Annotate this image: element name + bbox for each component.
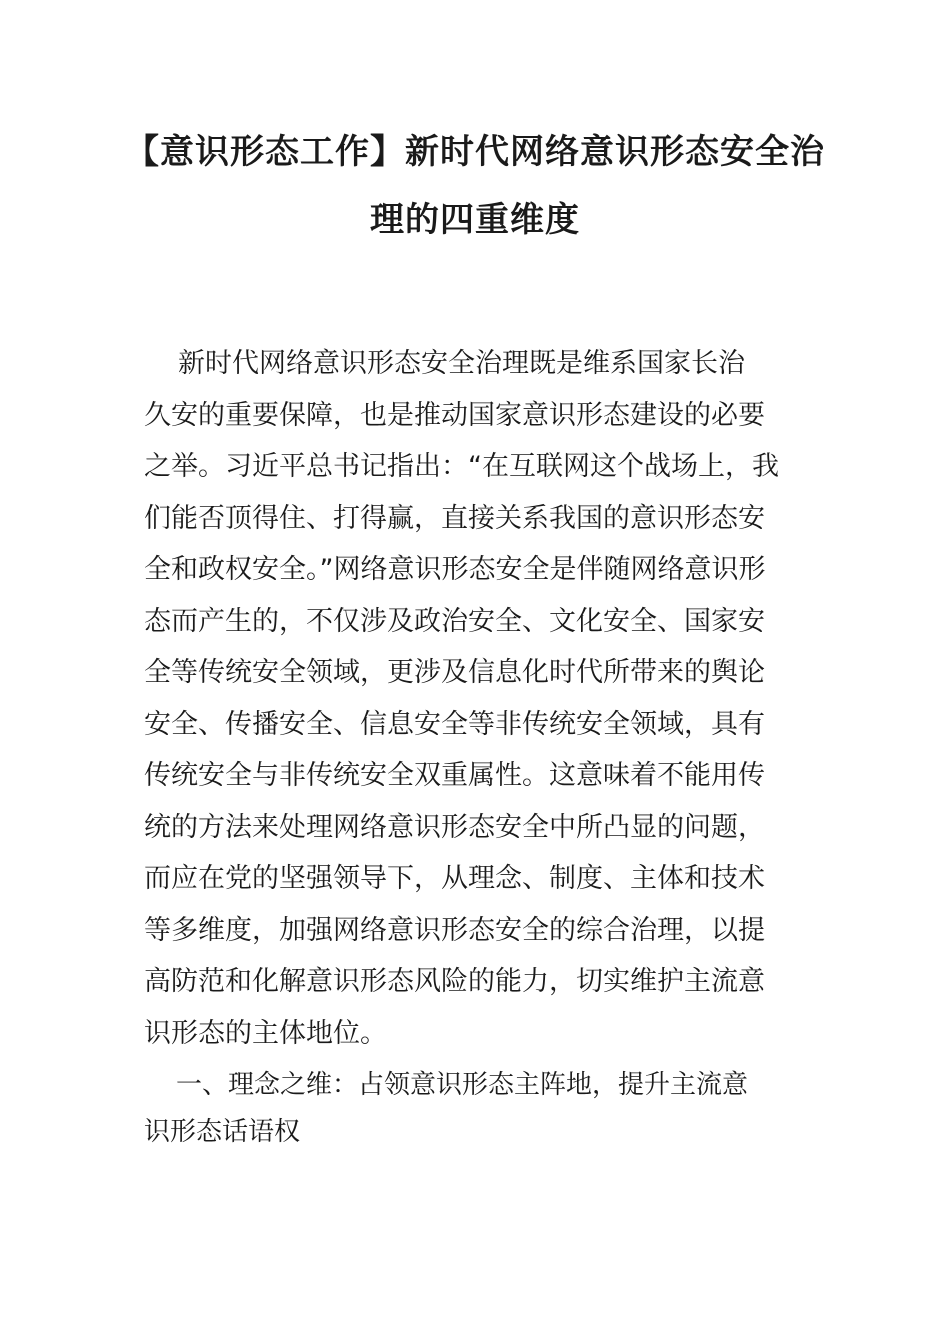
title-line: 【意识形态工作】新时代网络意识形态安全治 [125,132,825,172]
paragraph-line: 态而产生的，不仅涉及政治安全、文化安全、国家安 [144,605,765,637]
paragraph-line: 而应在党的坚强领导下，从理念、制度、主体和技术 [144,863,765,894]
heading-line: 一、理念之维：占领意识形态主阵地，提升主流意 [176,1070,749,1100]
title-line: 理的四重维度 [370,200,580,240]
section-heading [144,1062,814,1156]
paragraph-line: 高防范和化解意识形态风险的能力，切实维护主流意 [144,966,765,997]
paragraph-line: 等多维度，加强网络意识形态安全的综合治理，以提 [144,914,765,946]
paragraph-line: 久安的重要保障，也是推动国家意识形态建设的必要 [144,399,765,431]
paragraph-line: 传统安全与非传统安全双重属性。这意味着不能用传 [144,760,765,791]
paragraph-line: 之举。习近平总书记指出：“在互联网这个战场上，我 [144,451,779,482]
paragraph-line: 全等传统安全领域，更涉及信息化时代所带来的舆论 [144,657,765,688]
paragraph-line: 全和政权安全。”网络意识形态安全是伴随网络意识形 [144,554,766,585]
paragraph-line: 统的方法来处理网络意识形态安全中所凸显的问题， [144,811,765,843]
paragraph-line: 安全、传播安全、信息安全等非传统安全领域，具有 [144,708,765,740]
heading-line: 识形态话语权 [144,1117,301,1147]
document-title [120,118,830,254]
intro-paragraph [144,338,809,1059]
paragraph-line: 们能否顶得住、打得赢，直接关系我国的意识形态安 [144,502,765,534]
paragraph-line: 识形态的主体地位。 [144,1017,387,1049]
paragraph-line: 新时代网络意识形态安全治理既是维系国家长治 [178,348,745,379]
